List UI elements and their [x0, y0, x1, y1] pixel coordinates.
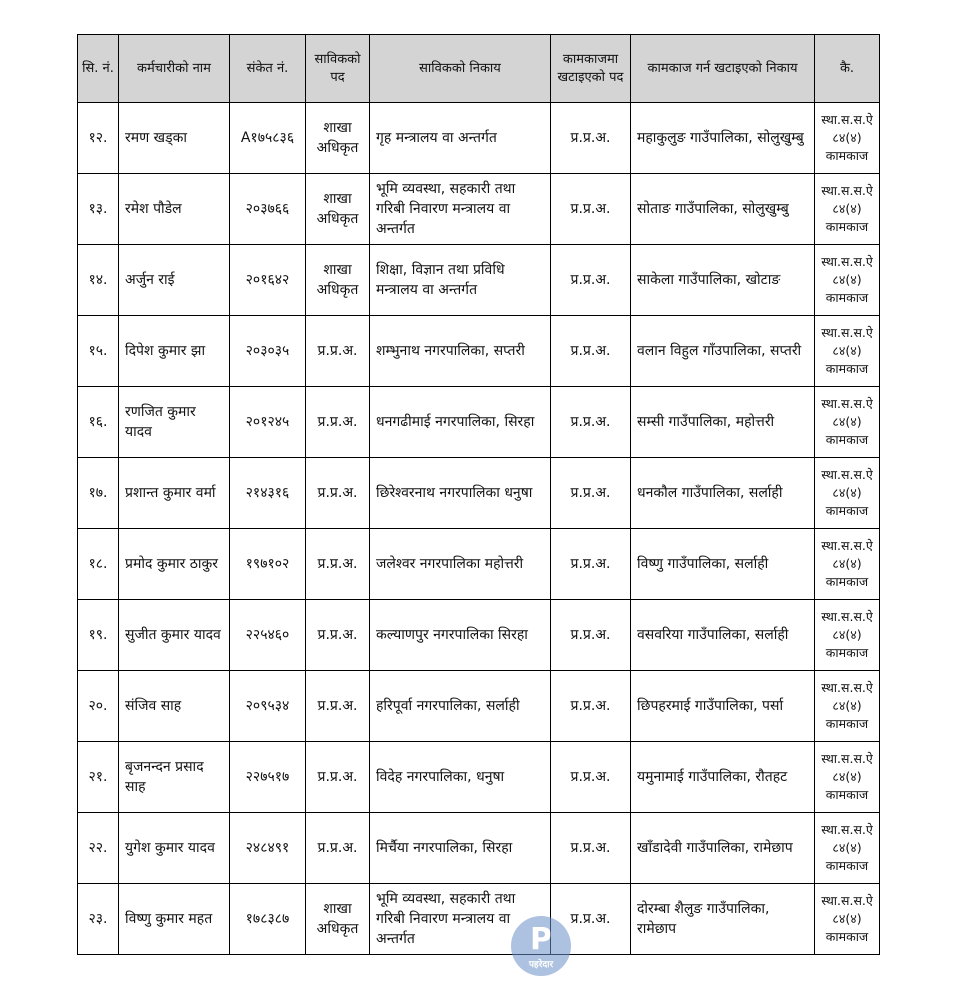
code-number-cell: A१७५८३६	[230, 103, 306, 174]
watermark-text: पहरेदार	[528, 960, 554, 970]
serial-number-cell: २०.	[78, 671, 119, 742]
assigned-post-cell: प्र.प्र.अ.	[551, 245, 631, 316]
previous-office-cell: धनगढीमाई नगरपालिका, सिरहा	[370, 387, 551, 458]
employee-name-cell: रणजित कुमार यादव	[119, 387, 230, 458]
remarks-cell: स्था.स.स.ऐ ८४(४) कामकाज	[815, 742, 880, 813]
employee-name-cell: रमण खड्का	[119, 103, 230, 174]
assigned-post-cell: प्र.प्र.अ.	[551, 316, 631, 387]
watermark-letter: P	[530, 921, 552, 957]
previous-post-cell: शाखा अधिकृत	[306, 884, 370, 955]
employee-name-cell: प्रशान्त कुमार वर्मा	[119, 458, 230, 529]
table-header-row	[78, 35, 880, 103]
header-code-number: संकेत नं.	[230, 35, 306, 103]
table-row	[78, 742, 880, 813]
assigned-post-cell: प्र.प्र.अ.	[551, 387, 631, 458]
previous-office-cell: भूमि व्यवस्था, सहकारी तथा गरिबी निवारण मन्त्रालय वा अन्तर्गत	[370, 884, 551, 955]
serial-number-cell: १३.	[78, 174, 119, 245]
assigned-office-cell: धनकौल गाउँपालिका, सर्लाही	[631, 458, 815, 529]
table-row	[78, 671, 880, 742]
previous-post-cell: प्र.प्र.अ.	[306, 742, 370, 813]
assigned-office-cell: छिपहरमाई गाउँपालिका, पर्सा	[631, 671, 815, 742]
employee-name-cell: अर्जुन राई	[119, 245, 230, 316]
remarks-cell: स्था.स.स.ऐ ८४(४) कामकाज	[815, 458, 880, 529]
serial-number-cell: १९.	[78, 600, 119, 671]
employee-name-cell: बृजनन्दन प्रसाद साह	[119, 742, 230, 813]
code-number-cell: २०१६४२	[230, 245, 306, 316]
remarks-cell: स्था.स.स.ऐ ८४(४) कामकाज	[815, 813, 880, 884]
assigned-post-cell: प्र.प्र.अ.	[551, 742, 631, 813]
previous-office-cell: शम्भुनाथ नगरपालिका, सप्तरी	[370, 316, 551, 387]
previous-office-cell: हरिपूर्वा नगरपालिका, सर्लाही	[370, 671, 551, 742]
assigned-office-cell: खाँडादेवी गाउँपालिका, रामेछाप	[631, 813, 815, 884]
serial-number-cell: १४.	[78, 245, 119, 316]
assigned-post-cell: प्र.प्र.अ.	[551, 458, 631, 529]
remarks-cell: स्था.स.स.ऐ ८४(४) कामकाज	[815, 529, 880, 600]
employee-name-cell: विष्णु कुमार महत	[119, 884, 230, 955]
employee-name-cell: युगेश कुमार यादव	[119, 813, 230, 884]
header-previous-office: साविकको निकाय	[370, 35, 551, 103]
previous-post-cell: प्र.प्र.अ.	[306, 529, 370, 600]
assigned-post-cell: प्र.प्र.अ.	[551, 671, 631, 742]
employee-name-cell: संजिव साह	[119, 671, 230, 742]
serial-number-cell: २१.	[78, 742, 119, 813]
assigned-post-cell: प्र.प्र.अ.	[551, 103, 631, 174]
previous-post-cell: शाखा अधिकृत	[306, 245, 370, 316]
code-number-cell: २१४३१६	[230, 458, 306, 529]
remarks-cell: स्था.स.स.ऐ ८४(४) कामकाज	[815, 316, 880, 387]
employee-name-cell: रमेश पौडेल	[119, 174, 230, 245]
serial-number-cell: १५.	[78, 316, 119, 387]
remarks-cell: स्था.स.स.ऐ ८४(४) कामकाज	[815, 387, 880, 458]
assigned-office-cell: सम्सी गाउँपालिका, महोत्तरी	[631, 387, 815, 458]
remarks-cell: स्था.स.स.ऐ ८४(४) कामकाज	[815, 884, 880, 955]
code-number-cell: २०१२४५	[230, 387, 306, 458]
assigned-office-cell: यमुनामाई गाउँपालिका, रौतहट	[631, 742, 815, 813]
remarks-cell: स्था.स.स.ऐ ८४(४) कामकाज	[815, 671, 880, 742]
table-row	[78, 316, 880, 387]
header-remarks: कै.	[815, 35, 880, 103]
header-employee-name: कर्मचारीको नाम	[119, 35, 230, 103]
previous-office-cell: गृह मन्त्रालय वा अन्तर्गत	[370, 103, 551, 174]
header-assigned-office: कामकाज गर्न खटाइएको निकाय	[631, 35, 815, 103]
previous-office-cell: कल्याणपुर नगरपालिका सिरहा	[370, 600, 551, 671]
assigned-post-cell: प्र.प्र.अ.	[551, 174, 631, 245]
header-previous-post: साविकको पद	[306, 35, 370, 103]
header-assigned-post: कामकाजमा खटाइएको पद	[551, 35, 631, 103]
staff-assignment-table	[77, 34, 880, 955]
table-body	[78, 103, 880, 955]
employee-name-cell: प्रमोद कुमार ठाकुर	[119, 529, 230, 600]
table-row	[78, 103, 880, 174]
remarks-cell: स्था.स.स.ऐ ८४(४) कामकाज	[815, 245, 880, 316]
employee-name-cell: दिपेश कुमार झा	[119, 316, 230, 387]
serial-number-cell: १८.	[78, 529, 119, 600]
assigned-office-cell: महाकुलुङ गाउँपालिका, सोलुखुम्बु	[631, 103, 815, 174]
previous-post-cell: प्र.प्र.अ.	[306, 387, 370, 458]
serial-number-cell: १२.	[78, 103, 119, 174]
code-number-cell: २२५४६०	[230, 600, 306, 671]
table-row	[78, 884, 880, 955]
assigned-post-cell: प्र.प्र.अ.	[551, 600, 631, 671]
assigned-office-cell: वसवरिया गाउँपालिका, सर्लाही	[631, 600, 815, 671]
assigned-post-cell: प्र.प्र.अ.	[551, 813, 631, 884]
header-serial-number: सि. नं.	[78, 35, 119, 103]
previous-post-cell: प्र.प्र.अ.	[306, 671, 370, 742]
previous-post-cell: प्र.प्र.अ.	[306, 813, 370, 884]
remarks-cell: स्था.स.स.ऐ ८४(४) कामकाज	[815, 174, 880, 245]
previous-office-cell: विदेह नगरपालिका, धनुषा	[370, 742, 551, 813]
employee-name-cell: सुजीत कुमार यादव	[119, 600, 230, 671]
table-row	[78, 387, 880, 458]
previous-office-cell: छिरेश्वरनाथ नगरपालिका धनुषा	[370, 458, 551, 529]
assigned-office-cell: दोरम्बा शैलुङ गाउँपालिका, रामेछाप	[631, 884, 815, 955]
assigned-office-cell: साकेला गाउँपालिका, खोटाङ	[631, 245, 815, 316]
table-row	[78, 529, 880, 600]
table-row	[78, 245, 880, 316]
code-number-cell: २०३७६६	[230, 174, 306, 245]
watermark-logo	[511, 916, 571, 976]
assigned-office-cell: विष्णु गाउँपालिका, सर्लाही	[631, 529, 815, 600]
serial-number-cell: १६.	[78, 387, 119, 458]
code-number-cell: २०३०३५	[230, 316, 306, 387]
previous-post-cell: शाखा अधिकृत	[306, 103, 370, 174]
previous-office-cell: शिक्षा, विज्ञान तथा प्रविधि मन्त्रालय वा अन्तर्गत	[370, 245, 551, 316]
serial-number-cell: २२.	[78, 813, 119, 884]
previous-office-cell: मिर्चैया नगरपालिका, सिरहा	[370, 813, 551, 884]
code-number-cell: १७८३८७	[230, 884, 306, 955]
table-row	[78, 458, 880, 529]
table-row	[78, 174, 880, 245]
assigned-office-cell: वलान विहुल गाँउपालिका, सप्तरी	[631, 316, 815, 387]
serial-number-cell: १७.	[78, 458, 119, 529]
table-row	[78, 813, 880, 884]
assigned-post-cell: प्र.प्र.अ.	[551, 529, 631, 600]
serial-number-cell: २३.	[78, 884, 119, 955]
previous-post-cell: प्र.प्र.अ.	[306, 600, 370, 671]
code-number-cell: १९७१०२	[230, 529, 306, 600]
previous-office-cell: जलेश्वर नगरपालिका महोत्तरी	[370, 529, 551, 600]
previous-post-cell: शाखा अधिकृत	[306, 174, 370, 245]
code-number-cell: २२७५१७	[230, 742, 306, 813]
code-number-cell: २०९५३४	[230, 671, 306, 742]
remarks-cell: स्था.स.स.ऐ ८४(४) कामकाज	[815, 103, 880, 174]
previous-post-cell: प्र.प्र.अ.	[306, 458, 370, 529]
previous-office-cell: भूमि व्यवस्था, सहकारी तथा गरिबी निवारण मन्त्रालय वा अन्तर्गत	[370, 174, 551, 245]
previous-post-cell: प्र.प्र.अ.	[306, 316, 370, 387]
code-number-cell: २४८४९१	[230, 813, 306, 884]
assigned-office-cell: सोताङ गाउँपालिका, सोलुखुम्बु	[631, 174, 815, 245]
remarks-cell: स्था.स.स.ऐ ८४(४) कामकाज	[815, 600, 880, 671]
table-row	[78, 600, 880, 671]
assigned-post-cell: प्र.प्र.अ.	[551, 884, 631, 955]
